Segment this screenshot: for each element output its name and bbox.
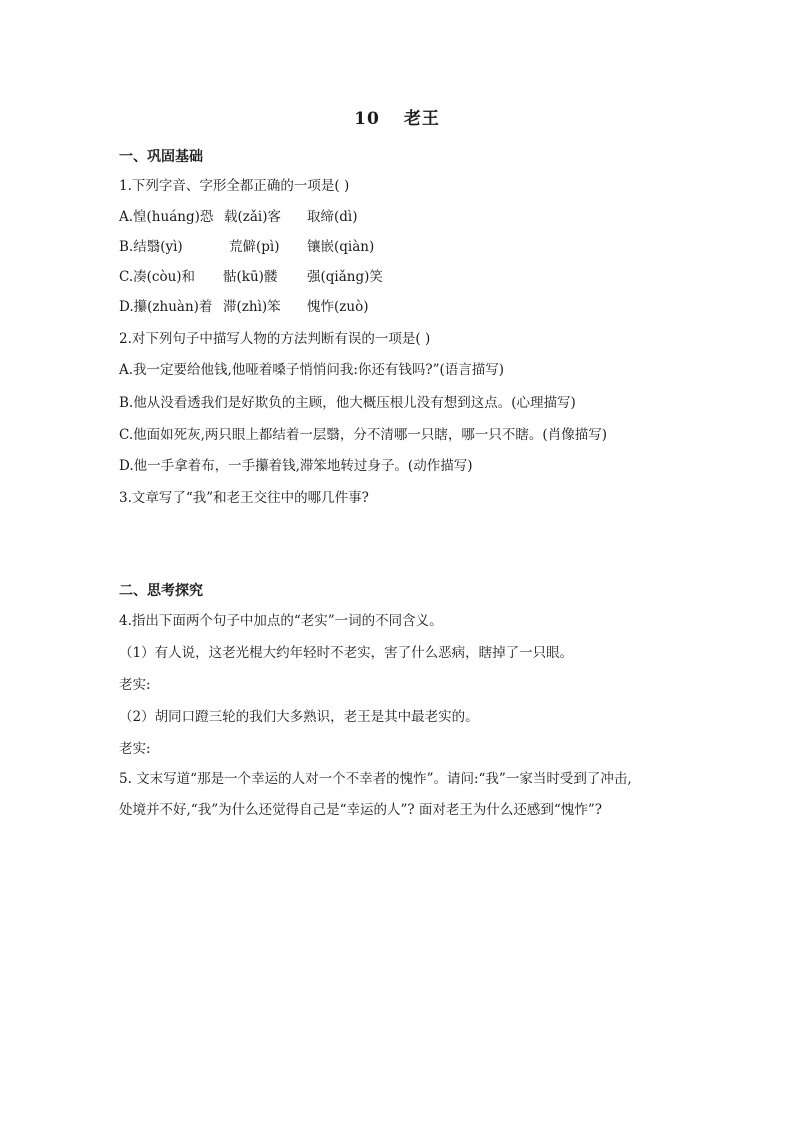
option-a-part1: A.惶(huáng)恐: [119, 209, 214, 225]
lesson-number: 10: [354, 109, 380, 129]
question-1-option-a: [119, 207, 679, 227]
question-4-answer-label-1: 老实:: [119, 677, 151, 693]
option-b-part1: B.结翳(yì): [119, 239, 183, 255]
question-2-option-d: D.他一手拿着布，一手攥着钱,滞笨地转过身子。(动作描写): [119, 458, 473, 474]
question-4-stem: 4.指出下面两个句子中加点的“老实”一词的不同含义。: [119, 613, 443, 629]
lesson-title: 老王: [403, 109, 440, 129]
option-d-part3: 愧怍(zuò): [307, 299, 369, 315]
question-5-line-2: 处境并不好,“我”为什么还觉得自己是“幸运的人”? 面对老王为什么还感到“愧怍”?: [119, 802, 602, 818]
question-4-answer-label-2: 老实:: [119, 741, 151, 757]
question-5-line-1: 5. 文末写道“那是一个幸运的人对一个不幸者的愧怍”。请问:“我”一家当时受到了冲击,: [119, 771, 632, 787]
option-c-part3: 强(qiǎng)笑: [307, 269, 383, 285]
section-heading-1: 一、巩固基础: [119, 149, 203, 165]
option-a-part2: 载(zǎi)客: [224, 209, 282, 225]
question-2-option-a: A.我一定要给他钱,他哑着嗓子悄悄问我:你还有钱吗?”(语言描写): [119, 362, 505, 378]
question-1-option-b: [119, 237, 679, 257]
question-1-stem: 1.下列字音、字形全都正确的一项是( ): [119, 178, 350, 194]
question-2-option-c: C.他面如死灰,两只眼上都结着一层翳，分不清哪一只瞎，哪一只不瞎。(肖像描写): [119, 427, 607, 443]
question-3: 3.文章写了“我”和老王交往中的哪几件事?: [119, 490, 369, 506]
option-c-part2: 骷(kū)髅: [223, 269, 278, 285]
option-b-part2: 荒僻(pì): [229, 239, 280, 255]
question-2-stem: 2.对下列句子中描写人物的方法判断有误的一项是( ): [119, 331, 431, 347]
option-a-part3: 取缔(dì): [307, 209, 358, 225]
question-1-option-d: [119, 297, 679, 317]
option-b-part3: 镶嵌(qiàn): [307, 239, 375, 255]
option-d-part2: 滞(zhì)笨: [223, 299, 281, 315]
option-c-part1: C.凑(còu)和: [119, 269, 196, 285]
option-d-part1: D.攥(zhuàn)着: [119, 299, 213, 315]
page-title: [0, 104, 794, 129]
section-heading-2: 二、思考探究: [119, 583, 203, 599]
question-4-sentence-1: （1）有人说，这老光棍大约年轻时不老实，害了什么恶病，瞎掉了一只眼。: [119, 645, 574, 661]
question-1-option-c: [119, 267, 679, 287]
question-2-option-b: B.他从没看透我们是好欺负的主顾，他大概压根儿没有想到这点。(心理描写): [119, 395, 576, 411]
question-4-sentence-2: （2）胡同口蹬三轮的我们大多熟识，老王是其中最老实的。: [119, 709, 479, 725]
